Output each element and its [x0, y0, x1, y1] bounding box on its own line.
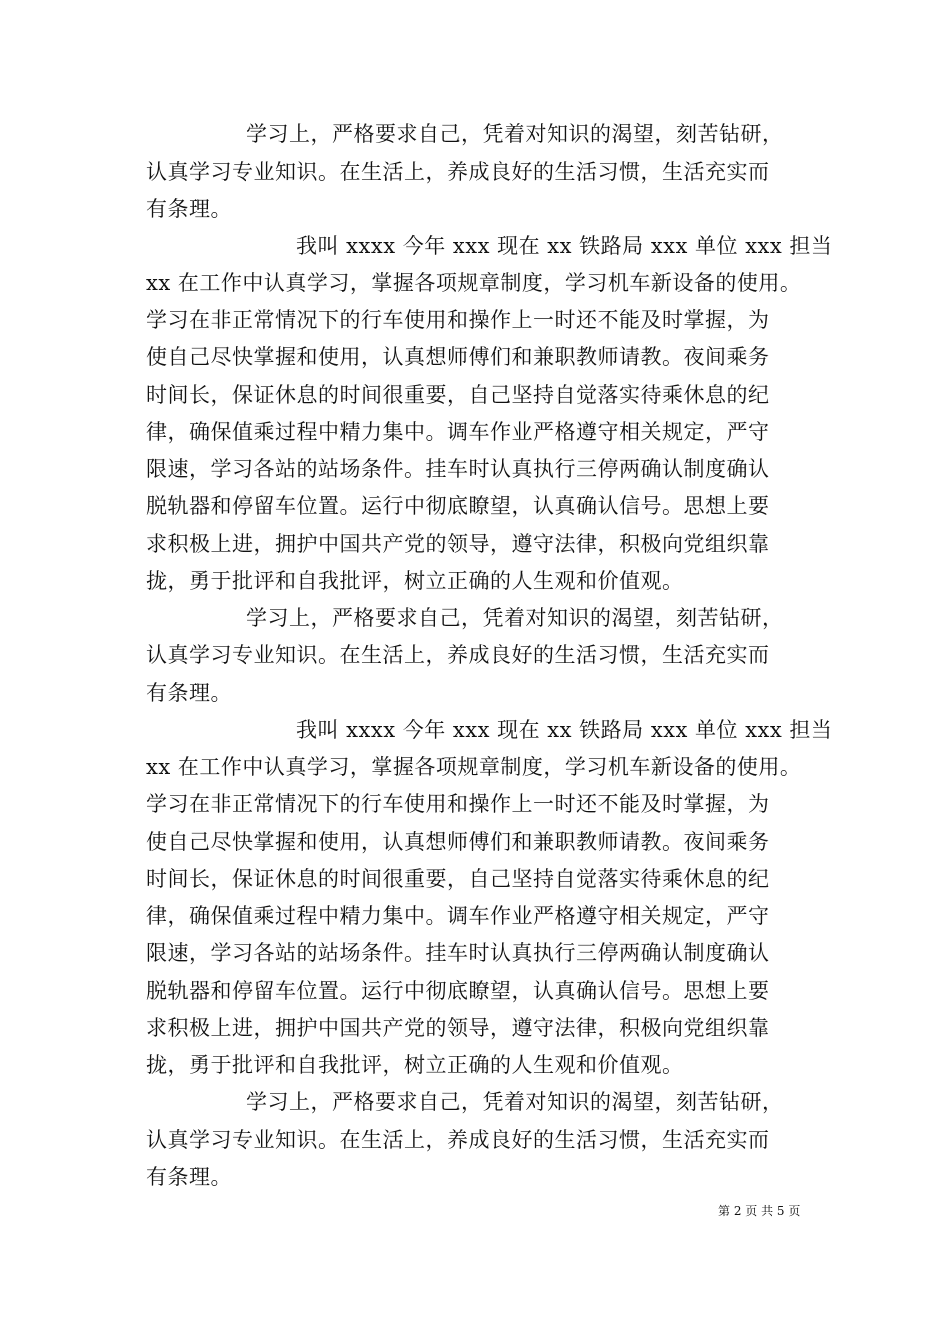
- paragraph-4-line-10: 拢，勇于批评和自我批评，树立正确的人生观和价值观。: [146, 1053, 684, 1077]
- paragraph-2-line-9: 求积极上进，拥护中国共产党的领导，遵守法律，积极向党组织靠: [146, 532, 770, 556]
- paragraph-2-line-8: 脱轨器和停留车位置。运行中彻底瞭望，认真确认信号。思想上要: [146, 494, 770, 518]
- paragraph-4-line-9: 求积极上进，拥护中国共产党的领导，遵守法律，积极向党组织靠: [146, 1016, 770, 1040]
- paragraph-4-line-2: xx 在工作中认真学习，掌握各项规章制度，学习机车新设备的使用。: [146, 755, 802, 779]
- paragraph-4-line-5: 时间长，保证休息的时间很重要，自己坚持自觉落实待乘休息的纪: [146, 867, 770, 891]
- paragraph-2-line-7: 限速，学习各站的站场条件。挂车时认真执行三停两确认制度确认: [146, 457, 770, 481]
- paragraph-2-line-1: 我叫 xxxx 今年 xxx 现在 xx 铁路局 xxx 单位 xxx 担当: [296, 234, 833, 258]
- paragraph-4-line-7: 限速，学习各站的站场条件。挂车时认真执行三停两确认制度确认: [146, 941, 770, 965]
- paragraph-2-line-3: 学习在非正常情况下的行车使用和操作上一时还不能及时掌握，为: [146, 308, 770, 332]
- paragraph-4-line-1: 我叫 xxxx 今年 xxx 现在 xx 铁路局 xxx 单位 xxx 担当: [296, 718, 833, 742]
- paragraph-1-line-3: 有条理。: [146, 197, 232, 221]
- paragraph-5-line-1: 学习上，严格要求自己，凭着对知识的渴望，刻苦钻研，: [246, 1090, 784, 1114]
- paragraph-4-line-3: 学习在非正常情况下的行车使用和操作上一时还不能及时掌握，为: [146, 792, 770, 816]
- paragraph-4-line-6: 律，确保值乘过程中精力集中。调车作业严格遵守相关规定，严守: [146, 904, 770, 928]
- paragraph-4-line-4: 使自己尽快掌握和使用，认真想师傅们和兼职教师请教。夜间乘务: [146, 830, 770, 854]
- paragraph-2-line-5: 时间长，保证休息的时间很重要，自己坚持自觉落实待乘休息的纪: [146, 383, 770, 407]
- paragraph-4-line-8: 脱轨器和停留车位置。运行中彻底瞭望，认真确认信号。思想上要: [146, 979, 770, 1003]
- paragraph-3-line-3: 有条理。: [146, 681, 232, 705]
- page-number-footer: 第 2 页 共 5 页: [718, 1204, 801, 1218]
- paragraph-5-line-2: 认真学习专业知识。在生活上，养成良好的生活习惯，生活充实而: [146, 1128, 770, 1152]
- paragraph-5-line-3: 有条理。: [146, 1165, 232, 1189]
- paragraph-2-line-2: xx 在工作中认真学习，掌握各项规章制度，学习机车新设备的使用。: [146, 271, 802, 295]
- paragraph-3-line-2: 认真学习专业知识。在生活上，养成良好的生活习惯，生活充实而: [146, 643, 770, 667]
- paragraph-2-line-10: 拢，勇于批评和自我批评，树立正确的人生观和价值观。: [146, 569, 684, 593]
- paragraph-1-line-2: 认真学习专业知识。在生活上，养成良好的生活习惯，生活充实而: [146, 160, 770, 184]
- paragraph-2-line-4: 使自己尽快掌握和使用，认真想师傅们和兼职教师请教。夜间乘务: [146, 345, 770, 369]
- paragraph-3-line-1: 学习上，严格要求自己，凭着对知识的渴望，刻苦钻研，: [246, 606, 784, 630]
- paragraph-1-line-1: 学习上，严格要求自己，凭着对知识的渴望，刻苦钻研，: [246, 122, 784, 146]
- paragraph-2-line-6: 律，确保值乘过程中精力集中。调车作业严格遵守相关规定，严守: [146, 420, 770, 444]
